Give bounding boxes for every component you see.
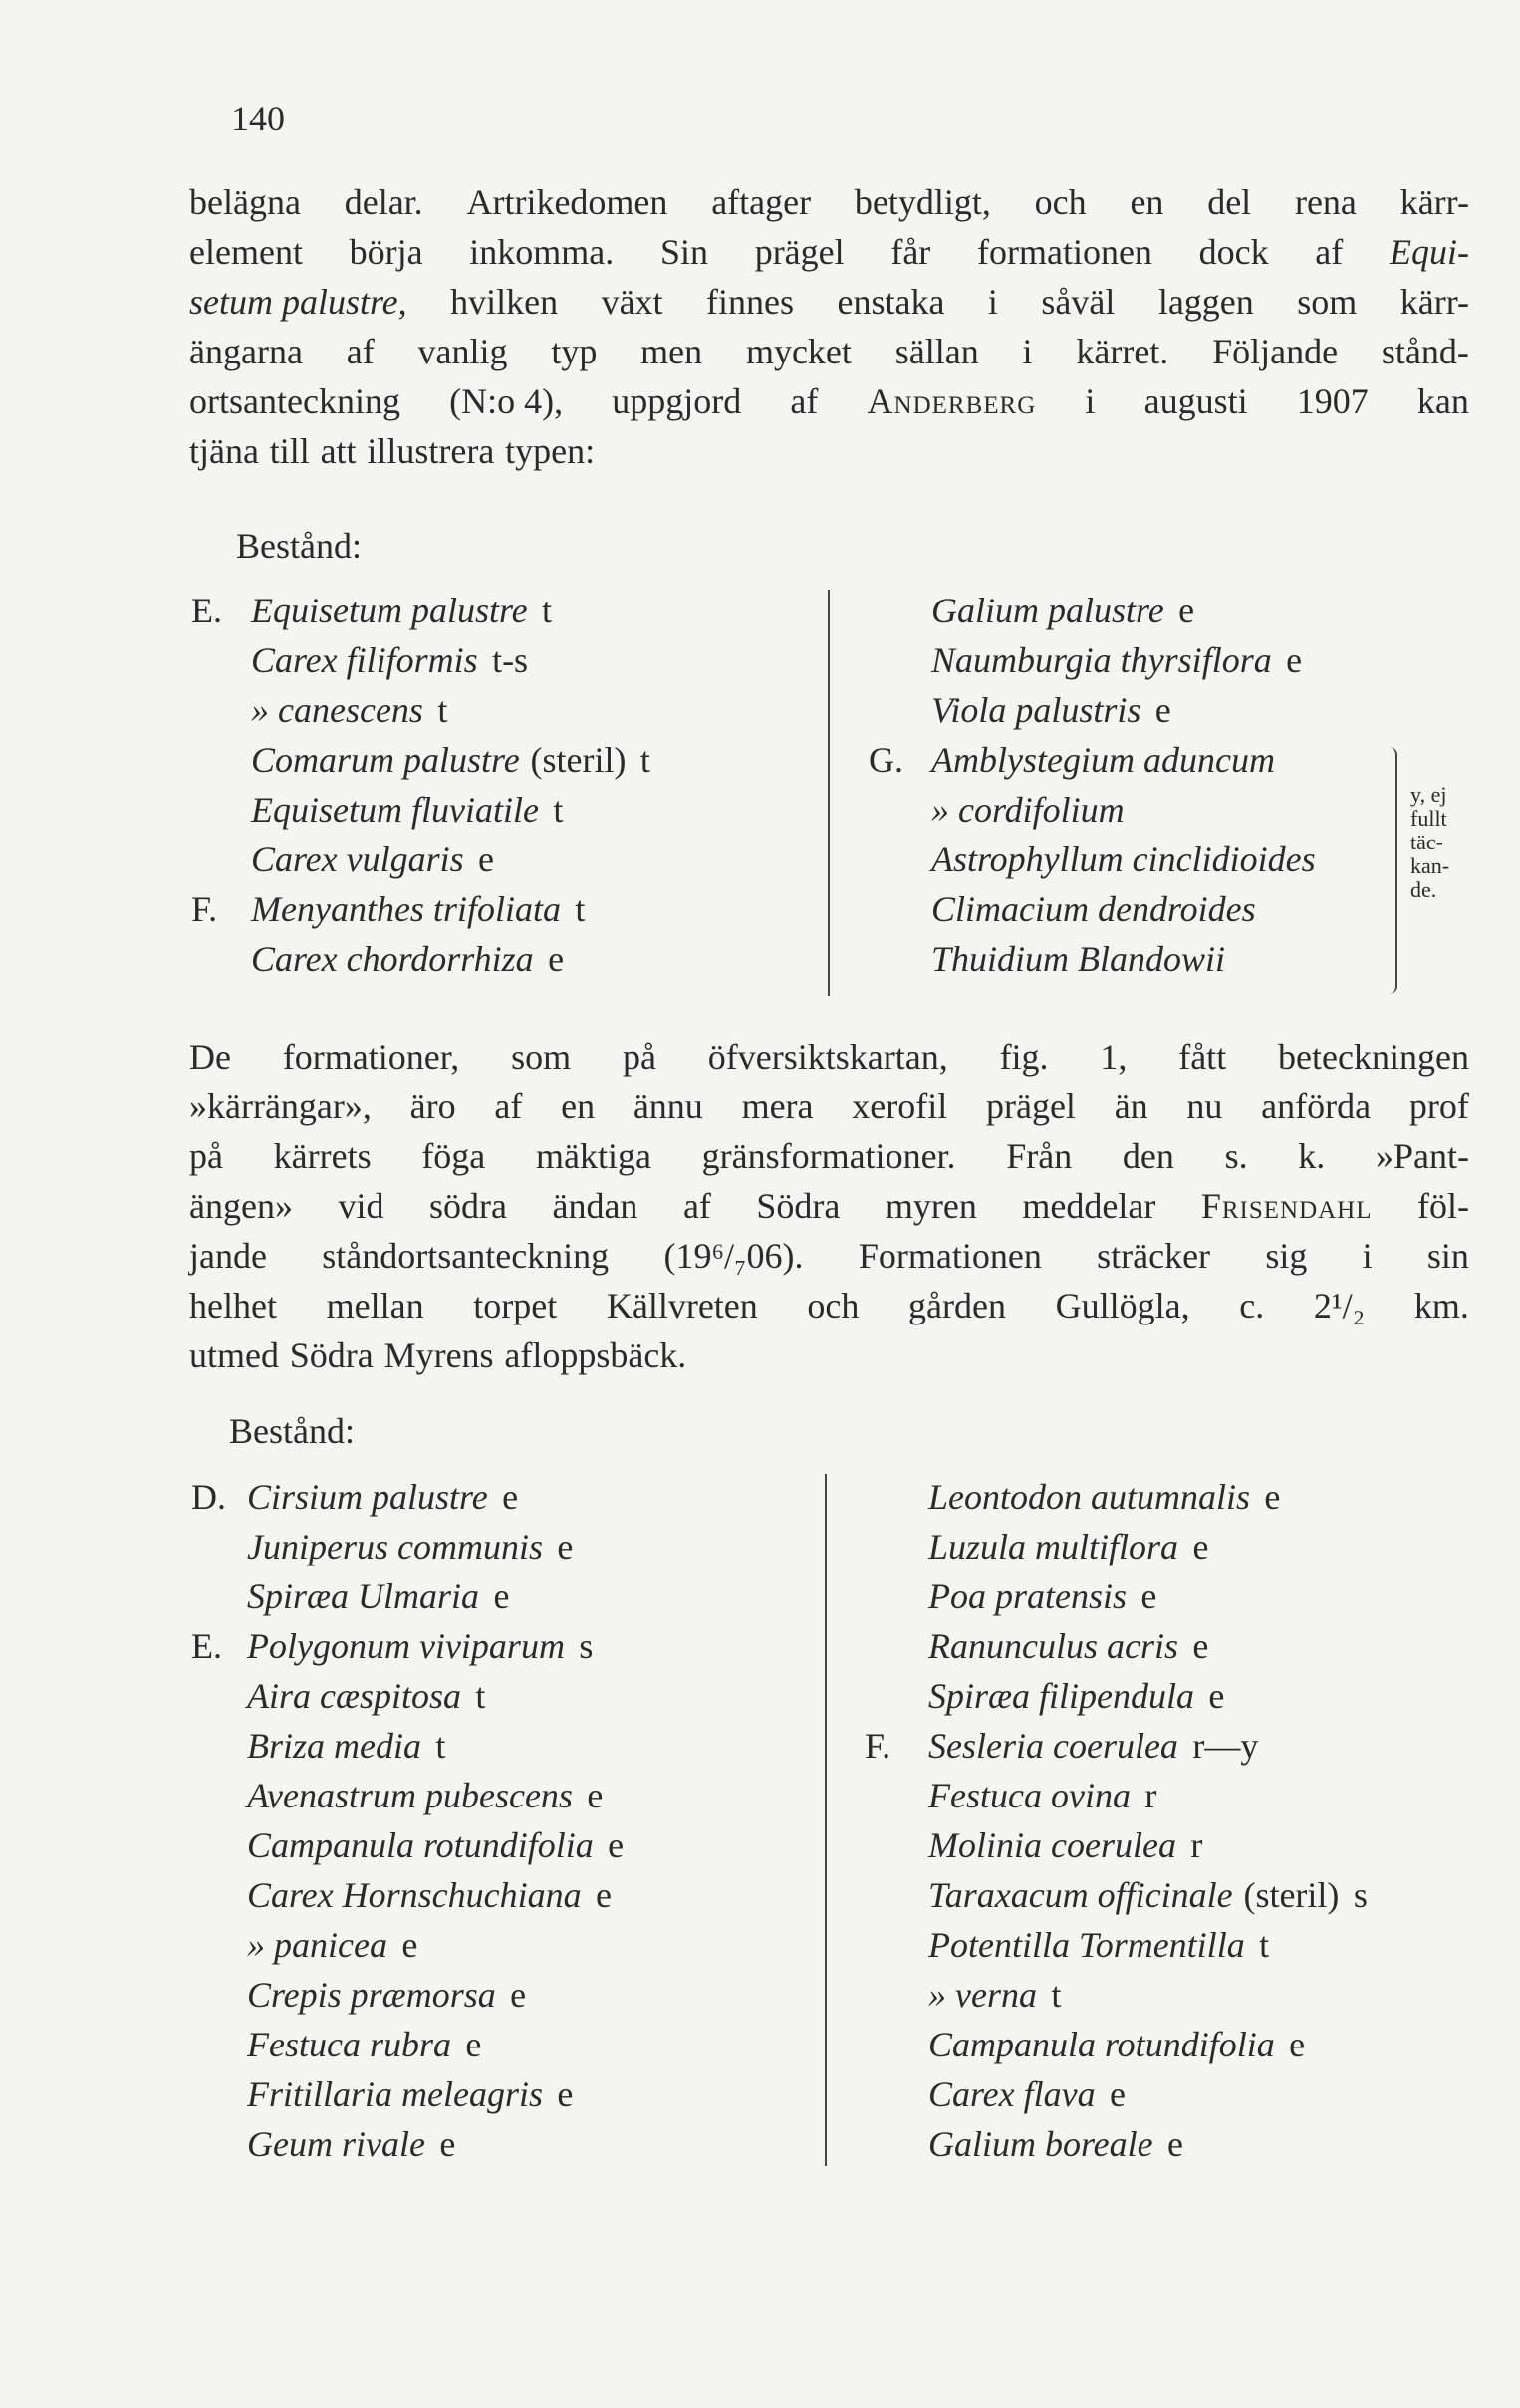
word: mellan	[326, 1286, 424, 1325]
abundance-code: e	[493, 1576, 510, 1616]
word: enstaka	[837, 282, 945, 322]
abundance-code: r—y	[1192, 1726, 1259, 1766]
species-row	[869, 736, 1275, 784]
species-row	[869, 935, 1225, 983]
word: kan	[1416, 381, 1469, 421]
species-row	[869, 587, 1194, 634]
abundance-code: t	[553, 790, 564, 830]
group-letter: F.	[191, 889, 218, 929]
word: ännu	[633, 1086, 703, 1126]
text-line	[189, 177, 1469, 227]
word: föga	[421, 1136, 486, 1176]
species-note: (steril)	[530, 740, 627, 780]
abundance-code: e	[510, 1975, 527, 2015]
word: på	[622, 1037, 656, 1077]
word: 1907	[1296, 381, 1369, 421]
bracket-note-line: de.	[1410, 877, 1437, 902]
word: dock	[1198, 232, 1269, 272]
species-name: Campanula rotundifolia	[247, 1825, 594, 1865]
word: och	[807, 1286, 860, 1325]
word: i	[987, 282, 998, 322]
word: Equi-	[1389, 232, 1469, 272]
species-name: Viola palustris	[931, 690, 1141, 730]
word: laggen	[1157, 282, 1254, 322]
word: »kärrängar»,	[189, 1086, 372, 1126]
word: som	[511, 1037, 572, 1077]
text-line	[189, 1281, 1469, 1330]
word: mycket	[745, 332, 852, 371]
word: såväl	[1041, 282, 1116, 322]
word: än	[1114, 1086, 1148, 1126]
species-name: Luzula multiflora	[928, 1527, 1179, 1566]
species-name: Aira cæspitosa	[247, 1676, 462, 1716]
abundance-code: e	[1192, 1527, 1209, 1566]
species-row	[191, 636, 528, 684]
word: ändan	[552, 1186, 638, 1226]
word: af	[494, 1086, 523, 1126]
word: ängarna	[189, 332, 303, 371]
word: till	[269, 431, 310, 471]
table-1-divider	[828, 590, 830, 996]
abundance-code: t	[435, 1726, 446, 1766]
abundance-code: t	[575, 889, 586, 929]
word: Från	[1006, 1136, 1073, 1176]
word: att	[320, 431, 357, 471]
abundance-code: e	[1208, 1676, 1225, 1716]
word: sig	[1265, 1236, 1308, 1276]
word: fig.	[999, 1037, 1049, 1077]
species-name: Geum rivale	[247, 2124, 425, 2164]
species-name: Leontodon autumnalis	[928, 1477, 1251, 1517]
paragraph-2	[189, 1032, 1469, 1380]
species-name: Cirsium palustre	[247, 1477, 488, 1517]
word: på	[189, 1136, 223, 1176]
species-name: Carex filiformis	[251, 640, 478, 680]
word: Sin	[659, 232, 708, 272]
word: s.	[1224, 1136, 1248, 1176]
species-row	[191, 1871, 612, 1919]
species-name: Taraxacum officinale	[928, 1875, 1233, 1915]
word: formationen	[976, 232, 1152, 272]
word: helhet	[189, 1286, 277, 1325]
word: och	[1034, 182, 1087, 222]
species-name: Carex flava	[928, 2074, 1096, 2114]
species-name: Crepis præmorsa	[247, 1975, 496, 2015]
word: xerofil	[852, 1086, 948, 1126]
word: element	[189, 232, 303, 272]
species-row	[869, 836, 1316, 883]
species-row	[191, 786, 563, 834]
word: 1,	[1100, 1037, 1128, 1077]
species-row	[191, 1722, 445, 1770]
text-line	[189, 1181, 1469, 1231]
word: meddelar	[1022, 1186, 1156, 1226]
table-1-bracket	[1390, 747, 1397, 994]
word: torpet	[473, 1286, 558, 1325]
species-name: Campanula rotundifolia	[928, 2025, 1275, 2064]
word: får	[890, 232, 931, 272]
species-row	[865, 1672, 1224, 1720]
abundance-code: e	[1140, 1576, 1157, 1616]
species-row	[191, 1572, 509, 1620]
word: setum palustre,	[189, 282, 407, 322]
word: den	[1122, 1136, 1174, 1176]
species-row	[191, 935, 564, 983]
word: af	[346, 332, 375, 371]
word: km.	[1413, 1286, 1469, 1325]
species-name: Equisetum fluviatile	[251, 790, 539, 830]
abundance-code: e	[1167, 2124, 1184, 2164]
word: »Pant-	[1375, 1136, 1469, 1176]
text-line	[189, 376, 1469, 426]
text-line	[189, 426, 1469, 476]
species-row	[869, 686, 1171, 734]
abundance-code: s	[579, 1626, 594, 1666]
species-name: Festuca ovina	[928, 1776, 1131, 1815]
word: inkomma.	[469, 232, 615, 272]
word: fått	[1178, 1037, 1227, 1077]
species-row	[865, 1622, 1208, 1670]
abundance-code: e	[439, 2124, 456, 2164]
word: k.	[1298, 1136, 1326, 1176]
word: formationer,	[282, 1037, 460, 1077]
species-note: (steril)	[1243, 1875, 1340, 1915]
species-name: » cordifolium	[931, 790, 1125, 830]
word: Källvreten	[606, 1286, 758, 1325]
word: sträcker	[1097, 1236, 1211, 1276]
species-row	[865, 1473, 1280, 1521]
word: af	[790, 381, 819, 421]
species-name: Galium boreale	[928, 2124, 1153, 2164]
word: (N:o 4),	[449, 381, 564, 421]
abundance-code: e	[478, 840, 495, 879]
abundance-code: e	[587, 1776, 604, 1815]
species-name: Astrophyllum cinclidioides	[931, 840, 1316, 879]
bracket-note-line: kan-	[1410, 853, 1450, 878]
species-row	[865, 1772, 1156, 1819]
species-name: Briza media	[247, 1726, 421, 1766]
species-row	[191, 1921, 417, 1969]
abundance-code: r	[1190, 1825, 1203, 1865]
species-name: » canescens	[251, 690, 423, 730]
word: Formationen	[858, 1236, 1042, 1276]
table-1-heading: Bestånd:	[236, 526, 362, 566]
species-name: Amblystegium aduncum	[931, 740, 1275, 780]
species-name: Juniperus communis	[247, 1527, 543, 1566]
word: öfversiktskartan,	[707, 1037, 948, 1077]
species-row	[865, 1971, 1061, 2019]
word: af	[682, 1186, 711, 1226]
word: hvilken	[450, 282, 559, 322]
word: gränsformationer.	[701, 1136, 956, 1176]
word: delar.	[344, 182, 423, 222]
word: typ	[551, 332, 598, 371]
word: en	[561, 1086, 596, 1126]
abundance-code: t-s	[492, 640, 529, 680]
word: Gullögla,	[1055, 1286, 1190, 1325]
species-name: Carex Hornschuchiana	[247, 1875, 582, 1915]
word: finnes	[706, 282, 795, 322]
species-row	[191, 2021, 481, 2068]
abundance-code: e	[1178, 591, 1195, 630]
species-name: Naumburgia thyrsiflora	[931, 640, 1272, 680]
word: mera	[741, 1086, 814, 1126]
word: illustrera	[367, 431, 495, 471]
word: mäktiga	[535, 1136, 651, 1176]
abundance-code: t	[542, 591, 553, 630]
word: kärret.	[1076, 332, 1169, 371]
abundance-code: e	[401, 1925, 418, 1965]
table-1-bracket-note	[1410, 783, 1449, 902]
abundance-code: e	[548, 939, 565, 979]
word: prägel	[985, 1086, 1076, 1126]
species-name: Festuca rubra	[247, 2025, 451, 2064]
word: uppgjord	[612, 381, 742, 421]
species-name: Thuidium Blandowii	[931, 939, 1226, 979]
word: växt	[601, 282, 663, 322]
species-name: Potentilla Tormentilla	[928, 1925, 1245, 1965]
word: beteckningen	[1278, 1037, 1469, 1077]
bracket-note-line: y, ej	[1410, 782, 1447, 807]
species-name: Ranunculus acris	[928, 1626, 1178, 1666]
species-row	[865, 1523, 1208, 1570]
word: i	[1085, 381, 1096, 421]
word: typen:	[505, 431, 596, 471]
word: en	[1130, 182, 1164, 222]
word: anförda	[1261, 1086, 1372, 1126]
species-name: Fritillaria meleagris	[247, 2074, 543, 2114]
text-line	[189, 1032, 1469, 1082]
word: kärr-	[1399, 282, 1469, 322]
group-letter: E.	[191, 591, 222, 630]
group-letter: G.	[869, 740, 903, 780]
word: Myrens	[383, 1335, 494, 1375]
species-name: » panicea	[247, 1925, 387, 1965]
species-row	[191, 1672, 485, 1720]
word: tjäna	[189, 431, 259, 471]
bracket-note-line: täc-	[1410, 830, 1443, 854]
word: augusti	[1143, 381, 1248, 421]
word: Följande	[1212, 332, 1339, 371]
word: utmed	[189, 1335, 279, 1375]
abundance-code: e	[1110, 2074, 1126, 2114]
species-name: Menyanthes trifoliata	[251, 889, 561, 929]
species-name: Avenastrum pubescens	[247, 1776, 573, 1815]
species-name: Carex vulgaris	[251, 840, 464, 879]
word: af	[1315, 232, 1344, 272]
species-name: Spiræa Ulmaria	[247, 1576, 480, 1616]
word: börja	[349, 232, 423, 272]
abundance-code: t	[437, 690, 448, 730]
abundance-code: e	[1264, 1477, 1281, 1517]
word: stånd-	[1381, 332, 1469, 371]
word: del	[1207, 182, 1252, 222]
paragraph-1	[189, 177, 1469, 476]
species-row	[865, 2070, 1126, 2118]
word: gården	[908, 1286, 1006, 1325]
abundance-code: e	[596, 1875, 612, 1915]
text-line	[189, 1330, 1469, 1380]
text-line	[189, 277, 1469, 327]
species-row	[865, 2120, 1183, 2168]
text-line	[189, 1131, 1469, 1181]
species-name: » verna	[928, 1975, 1037, 2015]
word: jande	[189, 1236, 267, 1276]
word: belägna	[189, 182, 301, 222]
species-row	[865, 2021, 1305, 2068]
word: södra	[428, 1186, 507, 1226]
species-row	[191, 1821, 624, 1869]
species-name: Climacium dendroides	[931, 889, 1256, 929]
species-row	[865, 1871, 1368, 1919]
species-row	[191, 736, 650, 784]
word: ängen»	[189, 1186, 293, 1226]
word: föl-	[1417, 1186, 1469, 1226]
word: (19⁶/₇06).	[663, 1236, 804, 1276]
species-name: Comarum palustre	[251, 740, 520, 780]
species-row	[191, 587, 552, 634]
species-name: Poa pratensis	[928, 1576, 1128, 1616]
abundance-code: e	[557, 2074, 574, 2114]
word: sällan	[894, 332, 979, 371]
table-2-heading: Bestånd:	[229, 1411, 355, 1451]
species-row	[191, 885, 585, 933]
abundance-code: s	[1353, 1875, 1368, 1915]
word: kärr-	[1399, 182, 1469, 222]
word: i	[1022, 332, 1033, 371]
word: men	[640, 332, 703, 371]
text-line	[189, 327, 1469, 376]
abundance-code: e	[608, 1825, 625, 1865]
abundance-code: t	[1051, 1975, 1062, 2015]
word: myren	[885, 1186, 977, 1226]
word: nu	[1186, 1086, 1223, 1126]
word: Artrikedomen	[466, 182, 668, 222]
species-row	[191, 1772, 603, 1819]
word: aftager	[711, 182, 812, 222]
species-row	[191, 2070, 573, 2118]
species-row	[865, 1722, 1258, 1770]
species-row	[865, 1572, 1156, 1620]
abundance-code: e	[1192, 1626, 1209, 1666]
word: som	[1297, 282, 1358, 322]
species-name: Spiræa filipendula	[928, 1676, 1195, 1716]
word: Frisendahl	[1200, 1186, 1373, 1226]
species-row	[869, 786, 1125, 834]
page-number: 140	[231, 99, 285, 138]
species-row	[191, 1971, 526, 2019]
word: Anderberg	[867, 381, 1037, 421]
bracket-note-line: fullt	[1410, 806, 1447, 831]
abundance-code: t	[1259, 1925, 1270, 1965]
text-line	[189, 1082, 1469, 1131]
word: De	[189, 1037, 231, 1077]
abundance-code: e	[1154, 690, 1171, 730]
species-row	[191, 2120, 455, 2168]
word: ståndortsanteckning	[322, 1236, 610, 1276]
species-name: Galium palustre	[931, 591, 1164, 630]
species-row	[191, 1523, 573, 1570]
word: i	[1362, 1236, 1373, 1276]
species-row	[191, 1622, 593, 1670]
abundance-code: t	[475, 1676, 486, 1716]
word: betydligt,	[854, 182, 991, 222]
word: Södra	[289, 1335, 374, 1375]
word: vanlig	[417, 332, 508, 371]
word: prof	[1408, 1086, 1469, 1126]
word: afloppsbäck.	[504, 1335, 687, 1375]
group-letter: F.	[865, 1726, 891, 1766]
abundance-code: e	[502, 1477, 519, 1517]
species-row	[191, 686, 447, 734]
group-letter: E.	[191, 1626, 222, 1666]
species-row	[191, 1473, 518, 1521]
species-row	[191, 836, 494, 883]
abundance-code: e	[557, 1527, 574, 1566]
abundance-code: e	[1289, 2025, 1306, 2064]
word: Södra	[756, 1186, 841, 1226]
species-row	[869, 636, 1302, 684]
word: kärrets	[273, 1136, 372, 1176]
word: äro	[409, 1086, 456, 1126]
species-name: Sesleria coerulea	[928, 1726, 1178, 1766]
abundance-code: e	[1286, 640, 1303, 680]
word: ortsanteckning	[189, 381, 400, 421]
species-row	[865, 1921, 1269, 1969]
word: prägel	[754, 232, 845, 272]
group-letter: D.	[191, 1477, 226, 1517]
word: rena	[1294, 182, 1357, 222]
text-line	[189, 1231, 1469, 1281]
species-row	[869, 885, 1256, 933]
abundance-code: e	[465, 2025, 482, 2064]
table-2-divider	[825, 1474, 827, 2166]
word: sin	[1426, 1236, 1469, 1276]
species-name: Carex chordorrhiza	[251, 939, 534, 979]
abundance-code: t	[639, 740, 650, 780]
word: 2¹/₂	[1313, 1286, 1366, 1325]
word: vid	[338, 1186, 384, 1226]
species-name: Equisetum palustre	[251, 591, 528, 630]
species-name: Molinia coerulea	[928, 1825, 1176, 1865]
species-name: Polygonum viviparum	[247, 1626, 565, 1666]
text-line	[189, 227, 1469, 277]
abundance-code: r	[1144, 1776, 1157, 1815]
species-row	[865, 1821, 1202, 1869]
word: c.	[1239, 1286, 1265, 1325]
